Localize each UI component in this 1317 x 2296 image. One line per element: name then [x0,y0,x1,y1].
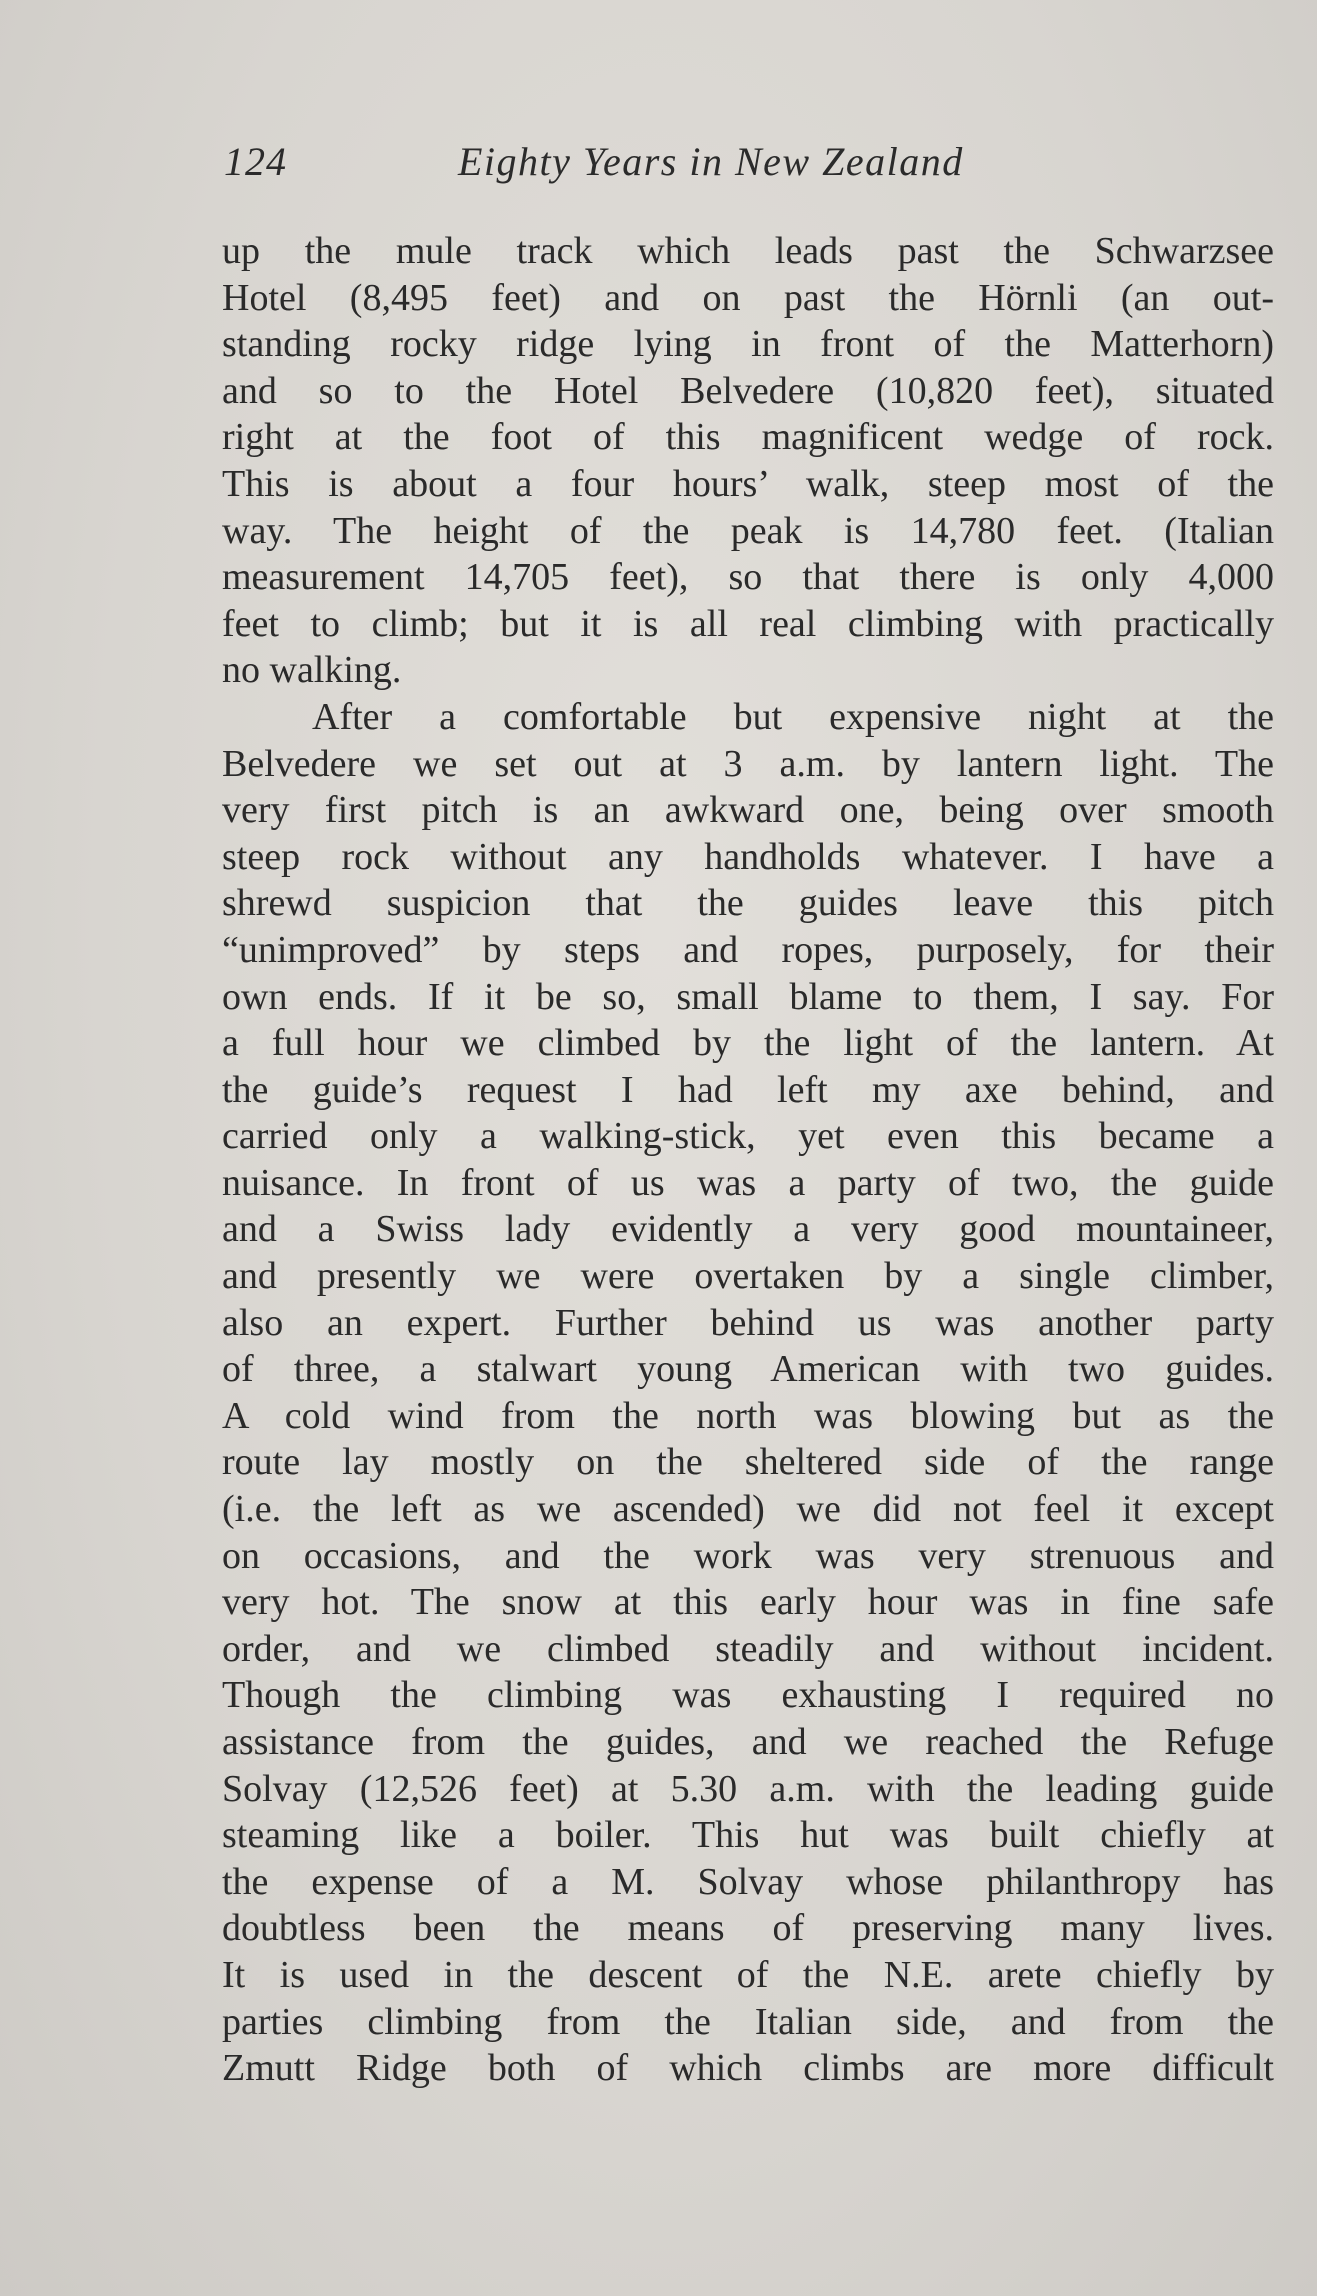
text-line: nuisance. In front of us was a party of two, the guide [222,1161,1274,1204]
text-line: Though the climbing was exhausting I required no [222,1674,1274,1717]
text-line: shrewd suspicion that the guides leave this pitch [222,882,1274,925]
text-line: It is used in the descent of the N.E. arete chiefly by [222,1953,1274,1996]
text-line: Hotel (8,495 feet) and on past the Hörnli (an out- [222,276,1274,319]
text-line: parties climbing from the Italian side, and from the [222,2000,1274,2043]
text-line: on occasions, and the work was very strenuous and [222,1534,1274,1577]
text-line: (i.e. the left as we ascended) we did not feel it except [222,1488,1274,1531]
text-line: own ends. If it be so, small blame to them, I say. For [222,975,1274,1018]
text-line: of three, a stalwart young American with two guides. [222,1348,1274,1391]
page-number: 124 [224,139,287,184]
text-line: and so to the Hotel Belvedere (10,820 feet), situated [222,369,1274,412]
text-line: Belvedere we set out at 3 a.m. by lantern light. The [222,742,1274,785]
text-line: doubtless been the means of preserving many lives. [222,1907,1274,1950]
text-line: a full hour we climbed by the light of the lantern. At [222,1022,1274,1065]
text-line: very hot. The snow at this early hour was in fine safe [222,1581,1274,1624]
text-line: measurement 14,705 feet), so that there is only 4,000 [222,556,1274,599]
text-line: way. The height of the peak is 14,780 feet. (Italian [222,509,1274,552]
text-line: and a Swiss lady evidently a very good mountaineer, [222,1208,1274,1251]
text-line: and presently we were overtaken by a single climber, [222,1255,1274,1298]
text-line: carried only a walking-stick, yet even this became a [222,1115,1274,1158]
text-line: no walking. [222,649,402,692]
text-line: This is about a four hours’ walk, steep most of the [222,462,1274,505]
running-title: Eighty Years in New Zealand [458,139,964,184]
text-line: the expense of a M. Solvay whose philanthropy has [222,1860,1274,1903]
text-line: right at the foot of this magnificent wedge of rock. [222,416,1274,459]
text-line: steep rock without any handholds whatever. I have a [222,835,1274,878]
text-line: Solvay (12,526 feet) at 5.30 a.m. with the leading guide [222,1767,1274,1810]
text-line: Zmutt Ridge both of which climbs are more difficult [222,2047,1274,2090]
text-line: order, and we climbed steadily and without incident. [222,1627,1274,1670]
text-line: assistance from the guides, and we reached the Refuge [222,1721,1274,1763]
text-line: standing rocky ridge lying in front of the Matterhorn) [222,323,1274,366]
running-header [222,138,1272,198]
body-text [222,228,1274,2092]
text-line: the guide’s request I had left my axe behind, and [222,1068,1274,1111]
text-line: also an expert. Further behind us was another party [222,1301,1274,1344]
text-line: up the mule track which leads past the Schwarzsee [222,230,1274,272]
text-line: feet to climb; but it is all real climbing with practically [222,602,1274,645]
text-line: very first pitch is an awkward one, being over smooth [222,789,1274,832]
paragraph-start-line: After a comfortable but expensive night at the [312,695,1274,738]
text-line: “unimproved” by steps and ropes, purposely, for their [222,928,1274,971]
text-line: steaming like a boiler. This hut was built chiefly at [222,1814,1274,1857]
text-line: A cold wind from the north was blowing but as the [222,1394,1274,1437]
text-line: route lay mostly on the sheltered side of the range [222,1441,1274,1484]
